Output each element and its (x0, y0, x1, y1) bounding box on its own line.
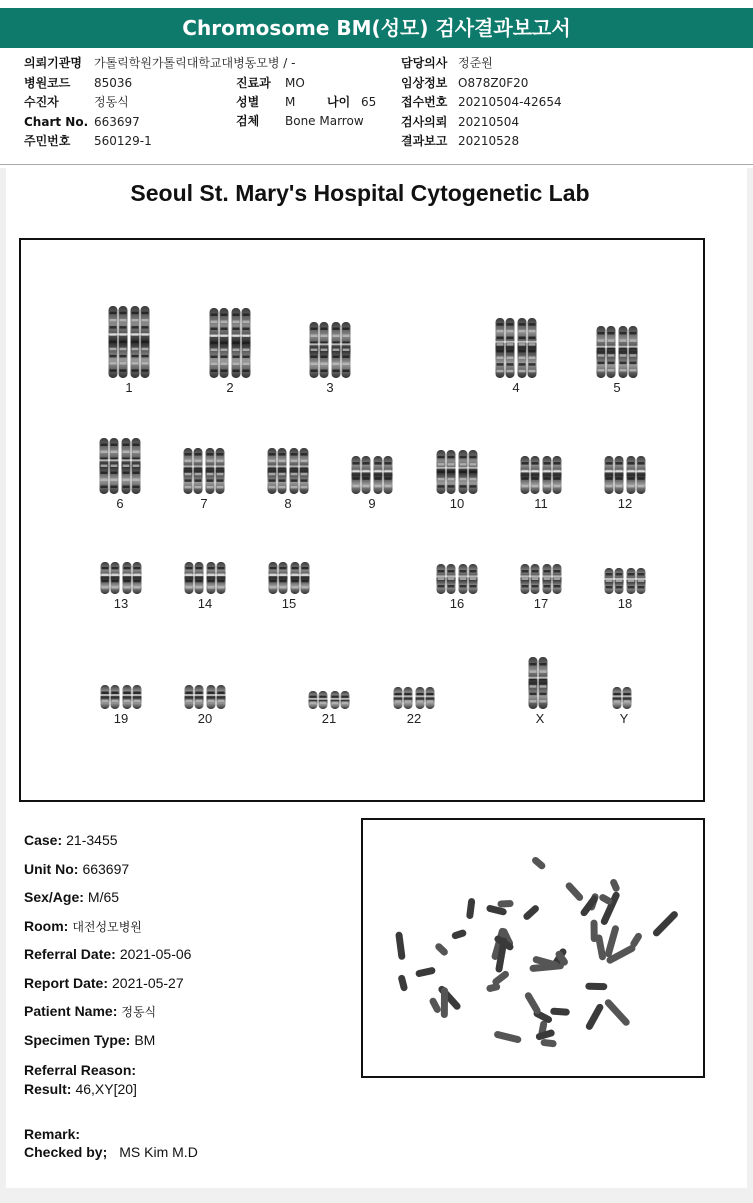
chromosome-14 (184, 562, 226, 594)
chromosome-labels (114, 380, 632, 726)
chromosome-label: 15 (281, 596, 297, 611)
patient-name-value: 정동식 (121, 1005, 157, 1019)
report-title: Chromosome BM(성모) 검사결과보고서 (182, 16, 571, 40)
resident-no-label: 주민번호 (24, 134, 71, 148)
remark-field (24, 1126, 84, 1142)
chromosome-21 (308, 691, 350, 709)
chromosome-18 (604, 568, 646, 594)
left-margin (0, 168, 6, 1188)
result-report-row (401, 132, 519, 150)
chromosome-label: 17 (533, 596, 549, 611)
chromosome-label: 12 (617, 496, 633, 511)
chromosome-1 (108, 306, 150, 378)
checked-by-label: Checked by; (24, 1144, 108, 1160)
metaphase-chromosome (609, 878, 621, 893)
requesting-institution-value: 가톨릭학원가톨릭대학교대병동모병 / - (94, 56, 296, 70)
chromosome-7 (183, 448, 225, 494)
chromosome-11 (520, 456, 562, 494)
sex-age-value: M/65 (87, 889, 120, 905)
metaphase-chromosome (550, 1008, 570, 1016)
metaphase-chromosome (522, 904, 540, 922)
referral-date-value: 2021-05-06 (119, 946, 192, 962)
resident-no-row (24, 132, 152, 150)
right-margin (747, 168, 753, 1188)
specimen-type-field (24, 1032, 155, 1048)
chromosome-15 (268, 562, 310, 594)
clinical-info-value: O878Z0F20 (458, 76, 529, 90)
karyogram-image (21, 240, 703, 800)
chromosome-label: 11 (534, 496, 548, 511)
chromosome-12 (604, 456, 646, 494)
unit-no-field (24, 861, 129, 877)
physician-label: 담당의사 (401, 56, 448, 70)
department-row (236, 74, 305, 92)
lab-title: Seoul St. Mary's Hospital Cytogenetic Lab (130, 180, 590, 206)
sex-age-field (24, 889, 119, 905)
chromosome-label: 19 (113, 711, 129, 726)
result-field (24, 1081, 137, 1097)
test-request-value: 20210504 (458, 115, 520, 129)
receipt-no-row (401, 93, 562, 111)
metaphase-chromosome (466, 898, 476, 920)
patient-name-field (24, 1003, 156, 1020)
hospital-code-value: 85036 (94, 76, 133, 90)
chromosome-label: 8 (284, 496, 292, 511)
result-label: Result: (24, 1081, 72, 1097)
remark-label: Remark: (24, 1126, 81, 1142)
report-date-value: 2021-05-27 (112, 975, 184, 991)
chromosome-6 (99, 438, 141, 494)
checked-by-value: MS Kim M.D (119, 1144, 198, 1160)
metaphase-spread-image (363, 820, 703, 1076)
metaphase-chromosome (603, 998, 631, 1027)
chromosome-X (528, 657, 548, 709)
physician-row (401, 54, 493, 72)
unit-no-label: Unit No: (24, 861, 79, 877)
metaphase-chromosome (437, 984, 462, 1011)
hospital-code-row (24, 74, 132, 92)
referral-date-label: Referral Date: (24, 946, 116, 962)
chromosome-20 (184, 685, 226, 709)
specimen-row (236, 112, 364, 130)
case-value: 21-3455 (66, 832, 118, 848)
age-row (327, 93, 376, 111)
unit-no-value: 663697 (82, 861, 130, 877)
chromosome-label: 22 (406, 711, 422, 726)
chromosome-label: 20 (197, 711, 213, 726)
metaphase-panel (361, 818, 705, 1078)
chromosome-label: 1 (125, 380, 133, 395)
test-request-row (401, 113, 519, 131)
result-report-value: 20210528 (458, 134, 520, 148)
chromosome-label: 18 (617, 596, 633, 611)
chromosome-label: 9 (368, 496, 376, 511)
metaphase-chromosome (524, 991, 542, 1015)
metaphase-chromosome (585, 1003, 605, 1032)
referral-reason-label: Referral Reason: (24, 1062, 137, 1078)
chromosome-label: 2 (226, 380, 234, 395)
metaphase-chromosome (585, 983, 607, 991)
department-label: 진료과 (236, 76, 271, 90)
report-date-field (24, 975, 184, 991)
chromosome-2 (209, 308, 251, 378)
case-field (24, 832, 118, 848)
result-value: 46,XY[20] (75, 1081, 137, 1097)
chromosome-label: 13 (113, 596, 129, 611)
chromosome-4 (495, 318, 537, 378)
referral-reason-field (24, 1062, 140, 1078)
metaphase-chromosome (531, 856, 547, 871)
metaphase-chromosome (395, 931, 406, 960)
receipt-no-label: 접수번호 (401, 95, 448, 109)
clinical-info-row (401, 74, 528, 92)
chromosome-16 (436, 564, 478, 594)
chart-no-row (24, 113, 140, 131)
chart-no-label: Chart No. (24, 115, 89, 129)
chromosome-label: 4 (512, 380, 520, 395)
specimen-value: Bone Marrow (285, 114, 364, 128)
sex-row (236, 93, 295, 111)
specimen-type-label: Specimen Type: (24, 1032, 131, 1048)
patient-value: 정동식 (94, 95, 129, 109)
metaphase-chromosome (595, 934, 607, 961)
metaphase-chromosome (415, 966, 436, 977)
chromosome-label: X (535, 711, 545, 726)
chromosome-9 (351, 456, 393, 494)
sex-value: M (285, 95, 296, 109)
physician-value: 정준원 (458, 56, 493, 70)
chromosome-3 (309, 322, 351, 378)
header-divider (0, 164, 753, 165)
specimen-type-value: BM (134, 1032, 156, 1048)
bottom-margin (0, 1188, 753, 1203)
chromosome-13 (100, 562, 142, 594)
department-value: MO (285, 76, 305, 90)
metaphase-chromosome (428, 997, 442, 1015)
patient-info-section (0, 52, 753, 162)
chromosome-label: 5 (613, 380, 621, 395)
patient-name-label: Patient Name: (24, 1003, 118, 1019)
chromosome-17 (520, 564, 562, 594)
patient-label: 수진자 (24, 95, 59, 109)
checked-by-field (24, 1144, 198, 1160)
metaphase-chromosome (441, 987, 448, 1018)
test-request-label: 검사의뢰 (401, 115, 448, 129)
resident-no-value: 560129-1 (94, 134, 152, 148)
referral-date-field (24, 946, 191, 962)
metaphase-chromosome (497, 900, 513, 908)
sex-label: 성별 (236, 95, 260, 109)
karyogram-panel (19, 238, 705, 802)
metaphase-chromosome (451, 929, 467, 940)
sex-age-label: Sex/Age: (24, 889, 84, 905)
chromosome-Y (612, 687, 632, 709)
age-label: 나이 (327, 95, 351, 109)
chromosome-label: 7 (200, 496, 208, 511)
room-label: Room: (24, 918, 69, 934)
chromosome-label: 16 (449, 596, 465, 611)
chromosome-label: 21 (321, 711, 337, 726)
chromosome-22 (393, 687, 435, 709)
receipt-no-value: 20210504-42654 (458, 95, 562, 109)
chromosome-label: Y (619, 711, 629, 726)
chromosome-8 (267, 448, 309, 494)
chromosome-10 (436, 450, 478, 494)
chromosome-label: 14 (197, 596, 213, 611)
metaphase-chromosome (486, 983, 501, 993)
chromosome-5 (596, 326, 638, 378)
room-field (24, 918, 142, 935)
metaphase-chromosome (564, 881, 584, 902)
chromosome-label: 3 (326, 380, 334, 395)
report-date-label: Report Date: (24, 975, 109, 991)
case-label: Case: (24, 832, 63, 848)
clinical-info-label: 임상정보 (401, 76, 448, 90)
chromosome-label: 6 (116, 496, 124, 511)
specimen-label: 검체 (236, 114, 260, 128)
patient-row (24, 93, 129, 111)
chromosome-label: 10 (449, 496, 465, 511)
result-report-label: 결과보고 (401, 134, 448, 148)
age-value: 65 (361, 95, 377, 109)
requesting-institution-row (24, 54, 295, 72)
chromosome-19 (100, 685, 142, 709)
metaphase-chromosome (651, 910, 679, 938)
metaphase-chromosome (540, 1039, 557, 1048)
room-value: 대전성모병원 (72, 920, 142, 934)
hospital-code-label: 병원코드 (24, 76, 71, 90)
requesting-institution-label: 의뢰기관명 (24, 56, 82, 70)
chart-no-value: 663697 (94, 115, 140, 129)
metaphase-chromosome (434, 942, 449, 957)
metaphase-chromosome (397, 974, 408, 992)
metaphase-chromosome (493, 1030, 522, 1043)
report-title-bar (0, 8, 753, 48)
